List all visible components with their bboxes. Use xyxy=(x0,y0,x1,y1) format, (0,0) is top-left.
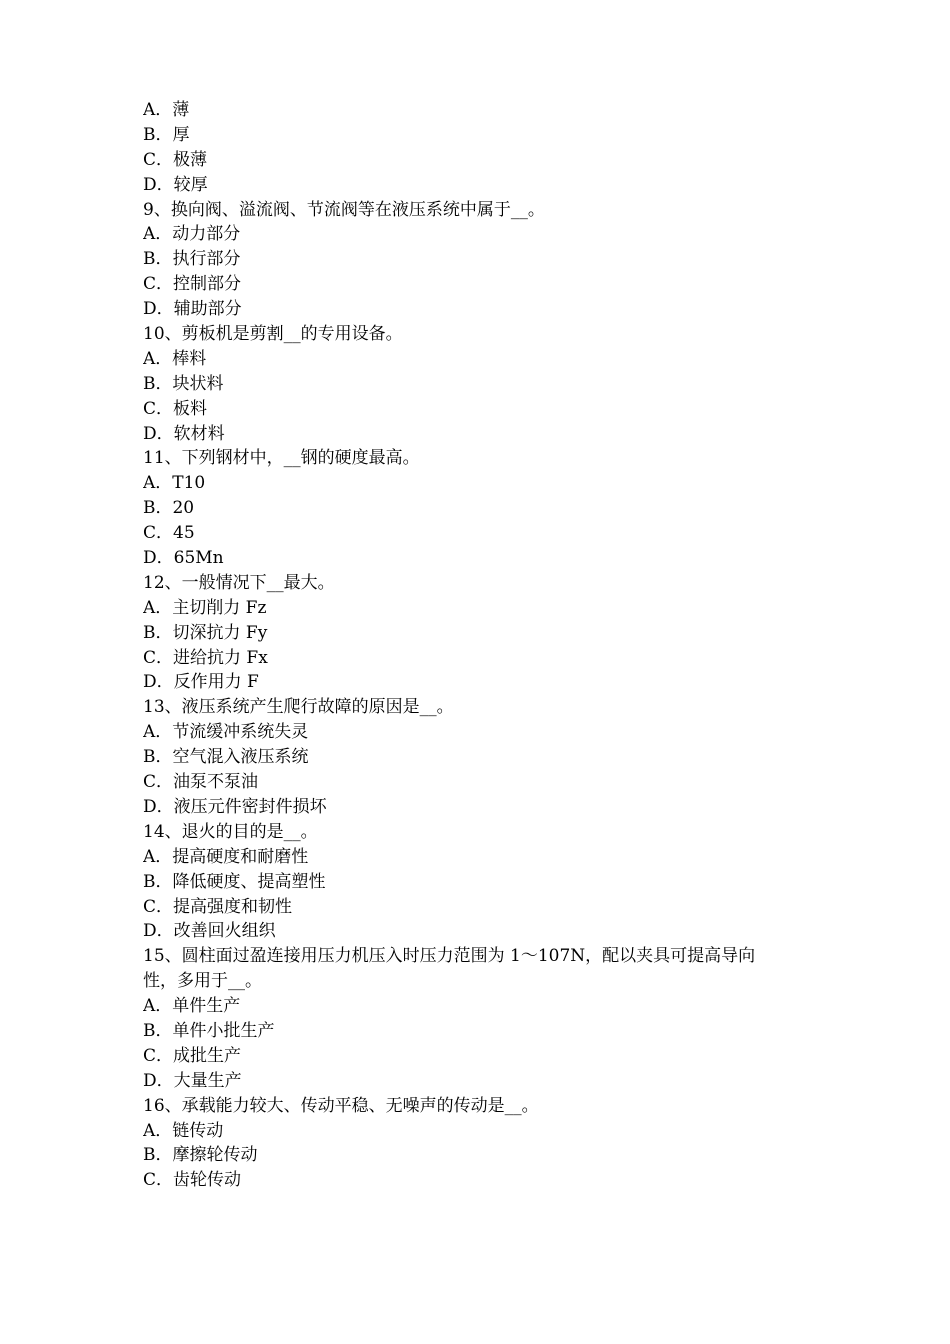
option-b: B．块状料 xyxy=(143,373,224,394)
option-d: D．辅助部分 xyxy=(143,299,242,320)
question-15-continued: 性，多用于__。 xyxy=(143,971,262,992)
option-d: D．较厚 xyxy=(143,174,208,195)
option-b: B．20 xyxy=(143,498,195,519)
option-a: A．链传动 xyxy=(143,1120,224,1141)
option-a: A．单件生产 xyxy=(143,996,241,1017)
option-d: D．软材料 xyxy=(143,423,225,444)
option-b: B．执行部分 xyxy=(143,249,241,270)
option-a: A．T10 xyxy=(143,473,206,494)
option-b: B．切深抗力 Fy xyxy=(143,622,268,643)
option-d: D．液压元件密封件损坏 xyxy=(143,796,327,817)
option-a: A．动力部分 xyxy=(143,224,241,245)
option-c: C．成批生产 xyxy=(143,1045,242,1066)
option-c: C．45 xyxy=(143,523,195,544)
question-9: 9、换向阀、溢流阀、节流阀等在液压系统中属于__。 xyxy=(143,199,545,220)
option-c: C．油泵不泵油 xyxy=(143,772,259,793)
option-c: C．齿轮传动 xyxy=(143,1170,242,1191)
option-c: C．提高强度和韧性 xyxy=(143,896,293,917)
option-b: B．空气混入液压系统 xyxy=(143,747,309,768)
question-10: 10、剪板机是剪割__的专用设备。 xyxy=(143,324,403,345)
option-d: D．改善回火组织 xyxy=(143,921,276,942)
question-list xyxy=(143,98,823,1193)
question-12: 12、一般情况下__最大。 xyxy=(143,572,335,593)
option-b: B．单件小批生产 xyxy=(143,1020,275,1041)
option-b: B．降低硬度、提高塑性 xyxy=(143,871,326,892)
option-c: C．进给抗力 Fx xyxy=(143,647,268,668)
option-a: A．提高硬度和耐磨性 xyxy=(143,846,309,867)
question-14: 14、退火的目的是__。 xyxy=(143,821,318,842)
option-c: C．极薄 xyxy=(143,149,208,170)
option-b: B．摩擦轮传动 xyxy=(143,1145,258,1166)
question-11: 11、下列钢材中，__钢的硬度最高。 xyxy=(143,448,420,469)
option-a: A．节流缓冲系统失灵 xyxy=(143,722,309,743)
option-a: A．薄 xyxy=(143,100,190,120)
question-13: 13、液压系统产生爬行故障的原因是__。 xyxy=(143,697,454,718)
option-b: B．厚 xyxy=(143,124,190,145)
option-a: A．主切削力 Fz xyxy=(143,597,267,618)
question-16: 16、承载能力较大、传动平稳、无噪声的传动是__。 xyxy=(143,1095,539,1116)
option-d: D．反作用力 F xyxy=(143,672,259,693)
question-15: 15、圆柱面过盈连接用压力机压入时压力范围为 1～107N，配以夹具可提高导向 xyxy=(143,946,756,967)
option-d: D．65Mn xyxy=(143,548,224,569)
option-c: C．板料 xyxy=(143,398,208,419)
option-c: C．控制部分 xyxy=(143,274,242,295)
option-a: A．棒料 xyxy=(143,348,207,369)
option-d: D．大量生产 xyxy=(143,1070,242,1091)
